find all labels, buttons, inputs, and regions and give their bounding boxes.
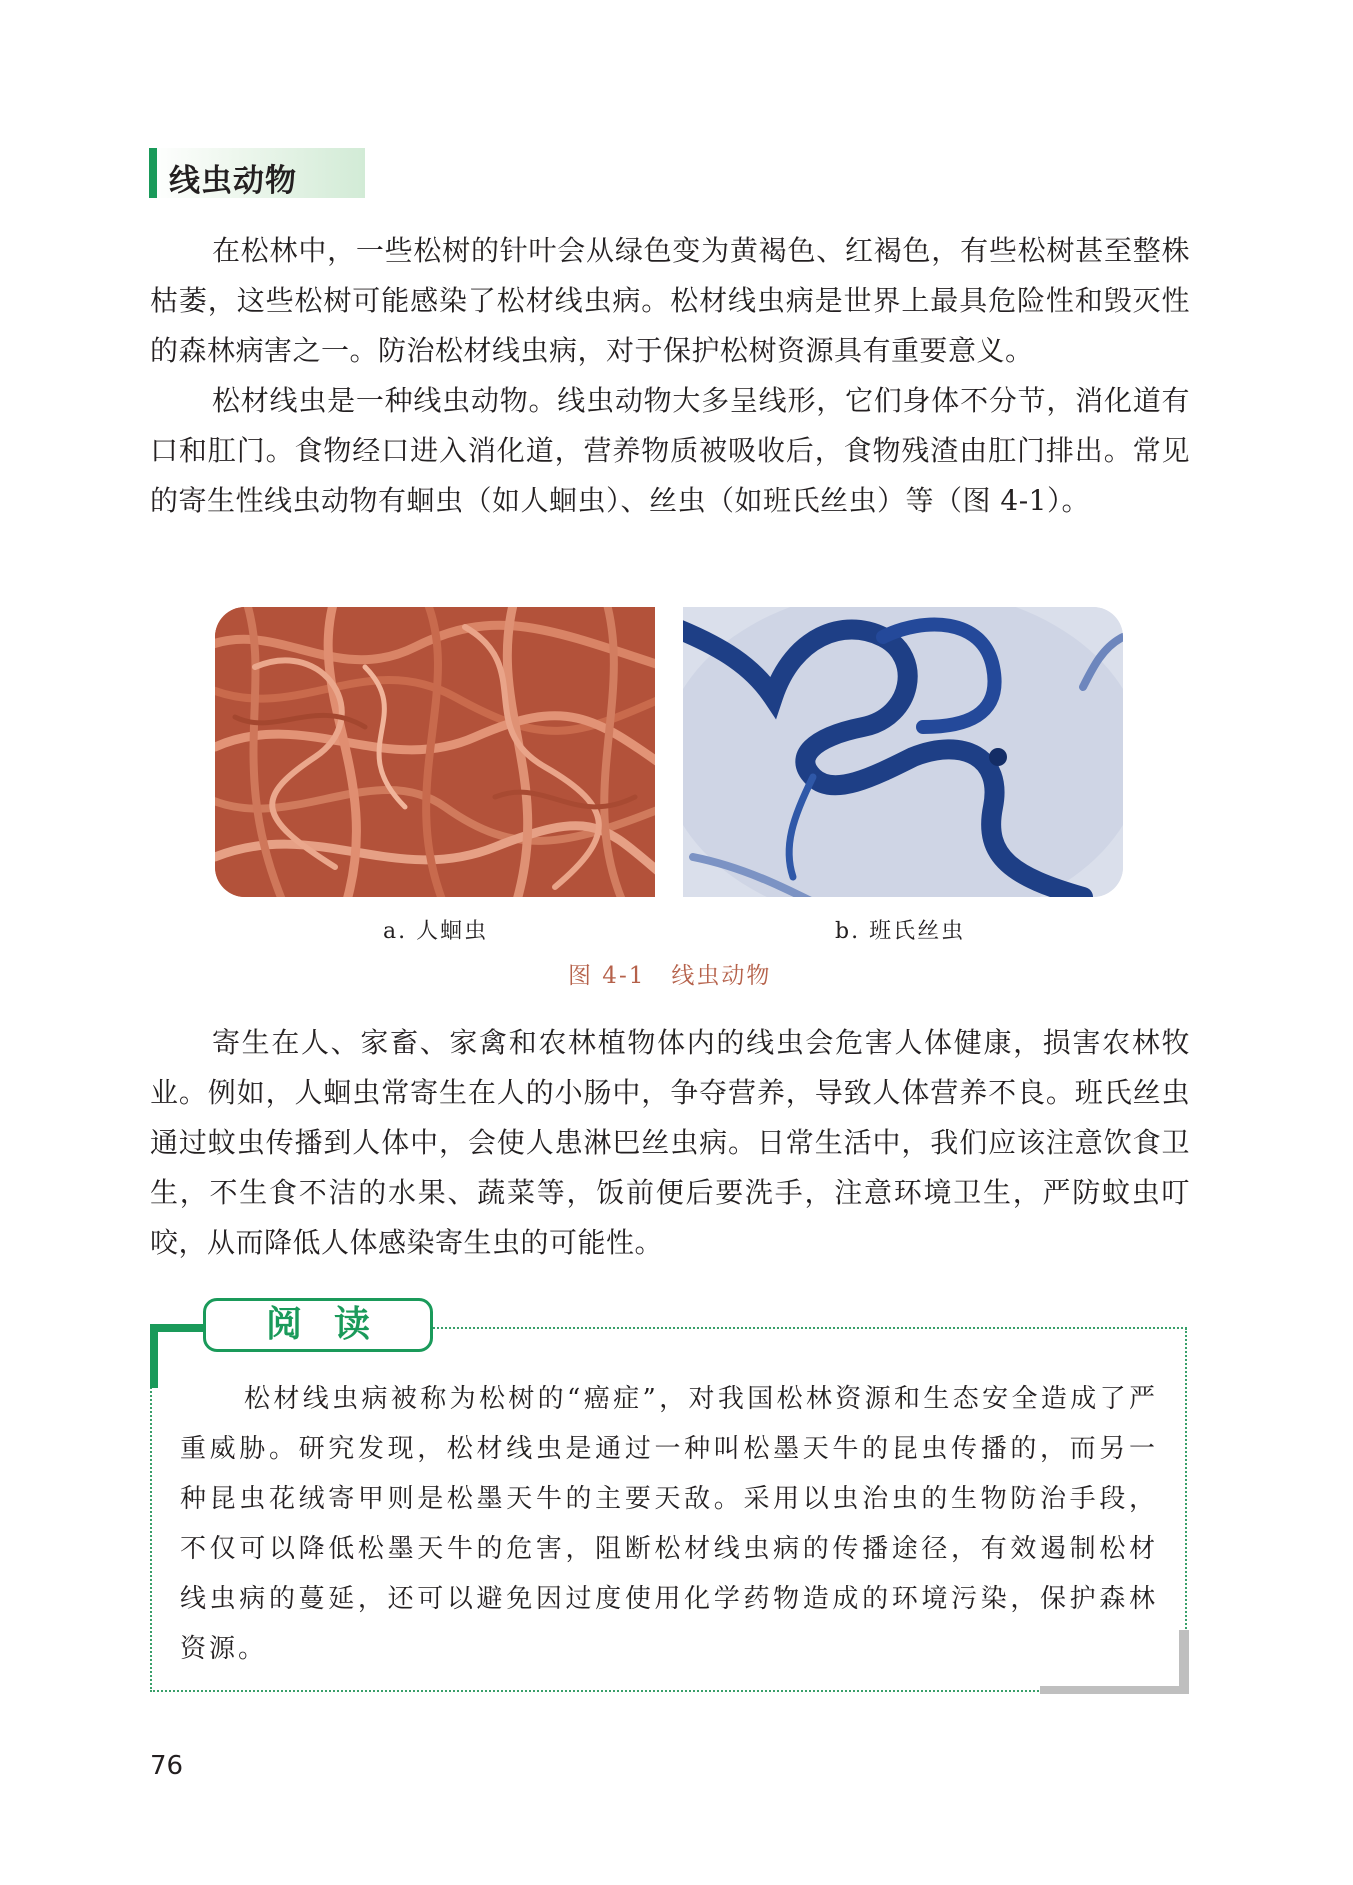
figure-title xyxy=(568,957,771,990)
filaria-photo xyxy=(683,607,1123,897)
reading-corner-bar-vertical xyxy=(150,1324,158,1388)
reading-shadow-horizontal xyxy=(1040,1686,1189,1694)
section-heading xyxy=(149,148,365,198)
heading-accent-bar xyxy=(149,148,157,198)
paragraph-1: 在松林中，一些松树的针叶会从绿色变为黄褐色、红褐色，有些松树甚至整株枯萎，这些松树可能感染了松材线虫病。松材线虫病是世界上最具危险性和毁灭性的森林病害之一。防治松材线虫病，对于保护松树资源具有重要意义。 xyxy=(150,234,1190,367)
figure-caption-a: a. 人蛔虫 xyxy=(383,919,489,944)
reading-label: 阅读 xyxy=(265,1304,402,1345)
section-title: 线虫动物 xyxy=(169,163,297,199)
figure-caption-b: b. 班氏丝虫 xyxy=(835,919,966,944)
paragraph-3: 寄生在人、家畜、家禽和农林植物体内的线虫会危害人体健康，损害农林牧业。例如，人蛔虫常寄生在人的小肠中，争夺营养，导致人体营养不良。班氏丝虫通过蚊虫传播到人体中，会使人患淋巴丝虫病。日常生活中，我们应该注意饮食卫生，不生食不洁的水果、蔬菜等，饭前便后要洗手，注意环境卫生，严防蚊虫叮咬，从而降低人体感染寄生虫的可能性。 xyxy=(150,1026,1190,1259)
page-number: 76 xyxy=(150,1751,184,1781)
reading-shadow-vertical xyxy=(1179,1630,1189,1694)
roundworm-photo xyxy=(215,607,655,897)
reading-corner-bar xyxy=(150,1324,210,1332)
reading-text: 松材线虫病被称为松树的“癌症”，对我国松林资源和生态安全造成了严重威胁。研究发现，松材线虫是通过一种叫松墨天牛的昆虫传播的，而另一种昆虫花绒寄甲则是松墨天牛的主要天敌。采用以虫治虫的生物防治手段，不仅可以降低松墨天牛的危害，阻断松材线虫病的传播途径，有效遏制松材线虫病的蔓延，还可以避免因过度使用化学药物造成的环境污染，保护森林资源。 xyxy=(180,1384,1158,1664)
reading-label-tab xyxy=(203,1298,433,1352)
figure-number: 图 4-1 xyxy=(568,963,646,989)
paragraph-2: 松材线虫是一种线虫动物。线虫动物大多呈线形，它们身体不分节，消化道有口和肛门。食物经口进入消化道，营养物质被吸收后，食物残渣由肛门排出。常见的寄生性线虫动物有蛔虫（如人蛔虫）、丝虫（如班氏丝虫）等（图 4-1）。 xyxy=(150,384,1190,517)
figure-name: 线虫动物 xyxy=(671,963,772,989)
